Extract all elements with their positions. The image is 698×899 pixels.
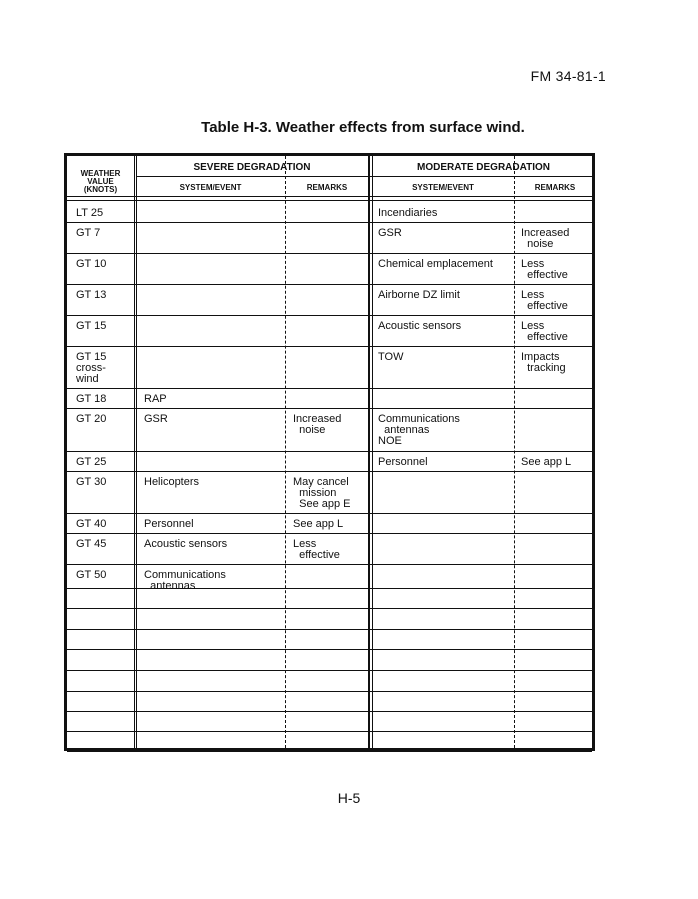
row-divider: [67, 315, 592, 316]
cell-line: antennas: [144, 580, 196, 592]
row-divider: [67, 751, 592, 752]
row-divider: [67, 564, 592, 565]
row-divider: [67, 629, 592, 630]
cell-line: GSR: [378, 227, 402, 239]
header-moderate-degradation: MODERATE DEGRADATION: [417, 162, 550, 173]
cell-line: effective: [293, 549, 340, 561]
moderate-system-cell: [378, 228, 402, 239]
cell-line: GT 15: [76, 320, 107, 332]
moderate-system-cell: [378, 352, 403, 363]
cell-line: effective: [521, 269, 568, 281]
weather-value-cell: [76, 352, 106, 385]
cell-line: noise: [521, 238, 554, 250]
row-divider: [67, 253, 592, 254]
row-divider: [67, 222, 592, 223]
header-severe-remarks: REMARKS: [306, 183, 348, 192]
cell-line: Helicopters: [144, 476, 200, 488]
cell-line: mission: [293, 487, 337, 499]
row-divider: [67, 608, 592, 609]
severe-system-cell: [144, 539, 227, 550]
severe-remarks-cell: [293, 519, 343, 530]
cell-line: Increased: [293, 413, 342, 425]
header-divider: [67, 200, 592, 201]
cell-line: Communications: [378, 413, 460, 425]
weather-value-cell: [76, 477, 106, 488]
cell-line: GT 45: [76, 538, 107, 550]
cell-line: Less: [293, 538, 317, 550]
cell-line: Acoustic sensors: [144, 538, 228, 550]
severe-system-cell: [144, 519, 194, 530]
header-severe-system-event: SYSTEM/EVENT: [179, 183, 242, 192]
weather-value-cell: [76, 570, 106, 581]
cell-line: GT 15: [76, 351, 107, 363]
row-divider: [67, 588, 592, 589]
severe-system-cell: [144, 477, 199, 488]
column-divider: [372, 156, 373, 748]
column-divider: [136, 156, 137, 748]
row-divider: [67, 670, 592, 671]
weather-value-cell: [76, 290, 106, 301]
row-divider: [67, 691, 592, 692]
cell-line: GT 13: [76, 289, 107, 301]
cell-line: GT 18: [76, 393, 107, 405]
moderate-remarks-cell: [521, 228, 569, 250]
moderate-system-cell: [378, 414, 460, 447]
cell-line: wind: [76, 373, 99, 385]
cell-line: GSR: [144, 413, 168, 425]
row-divider: [67, 346, 592, 347]
weather-value-cell: [76, 208, 103, 219]
moderate-system-cell: [378, 259, 493, 270]
weather-value-cell: [76, 457, 106, 468]
cell-line: TOW: [378, 351, 404, 363]
cell-line: May cancel: [293, 476, 349, 488]
cell-line: Less: [521, 320, 545, 332]
cell-line: Personnel: [378, 456, 428, 468]
weather-value-cell: [76, 228, 100, 239]
header-moderate-system-event: SYSTEM/EVENT: [412, 183, 474, 192]
severe-remarks-cell: [293, 414, 341, 436]
cell-line: GT 7: [76, 227, 101, 239]
weather-value-cell: [76, 539, 106, 550]
header-severe-degradation: SEVERE DEGRADATION: [193, 162, 311, 173]
row-divider: [67, 731, 592, 732]
row-divider: [67, 513, 592, 514]
cell-line: See app E: [293, 498, 351, 510]
cell-line: Increased: [521, 227, 570, 239]
moderate-remarks-cell: [521, 321, 568, 343]
column-divider-dashed: [285, 156, 286, 748]
cell-line: Airborne DZ limit: [378, 289, 460, 301]
cell-line: LT 25: [76, 207, 104, 219]
header-divider: [136, 176, 592, 177]
cell-line: GT 20: [76, 413, 107, 425]
cell-line: cross-: [76, 362, 106, 374]
weather-value-cell: [76, 259, 106, 270]
severe-system-cell: [144, 394, 167, 405]
severe-remarks-cell: [293, 539, 340, 561]
cell-line: Chemical emplacement: [378, 258, 493, 270]
cell-line: effective: [521, 300, 568, 312]
row-divider: [67, 408, 592, 409]
row-divider: [67, 451, 592, 452]
cell-line: GT 50: [76, 569, 107, 581]
severe-system-cell: [144, 414, 168, 425]
cell-line: GT 25: [76, 456, 107, 468]
cell-line: antennas: [378, 424, 430, 436]
cell-line: GT 30: [76, 476, 107, 488]
row-divider: [67, 533, 592, 534]
weather-value-cell: [76, 321, 106, 332]
cell-line: tracking: [521, 362, 566, 374]
weather-value-cell: [76, 519, 106, 530]
cell-line: RAP: [144, 393, 167, 405]
cell-line: See app L: [293, 518, 344, 530]
cell-line: noise: [293, 424, 326, 436]
cell-line: Less: [521, 289, 545, 301]
column-divider-dashed: [514, 156, 515, 748]
cell-line: NOE: [378, 435, 402, 447]
moderate-remarks-cell: [521, 352, 566, 374]
cell-line: GT 40: [76, 518, 107, 530]
row-divider: [67, 711, 592, 712]
cell-line: Less: [521, 258, 545, 270]
table-title: Table H-3. Weather effects from surface wind.: [201, 119, 525, 136]
row-divider: [67, 649, 592, 650]
moderate-system-cell: [378, 290, 460, 301]
row-divider: [67, 388, 592, 389]
moderate-remarks-cell: [521, 259, 568, 281]
weather-value-cell: [76, 394, 106, 405]
moderate-system-cell: [378, 208, 437, 219]
cell-line: See app L: [521, 456, 572, 468]
weather-value-cell: [76, 414, 106, 425]
header-moderate-remarks: REMARKS: [534, 183, 576, 192]
column-divider: [368, 156, 370, 748]
moderate-system-cell: [378, 457, 428, 468]
cell-line: effective: [521, 331, 568, 343]
header-weather-value: WEATHER VALUE (KNOTS): [80, 169, 121, 194]
header-divider: [67, 196, 592, 197]
cell-line: Communications: [144, 569, 226, 581]
page-number: H-5: [337, 790, 361, 806]
cell-line: Impacts: [521, 351, 560, 363]
weather-effects-table: [64, 153, 595, 751]
cell-line: Acoustic sensors: [378, 320, 462, 332]
moderate-remarks-cell: [521, 457, 571, 468]
severe-remarks-cell: [293, 477, 351, 510]
column-divider: [134, 156, 135, 748]
cell-line: Personnel: [144, 518, 194, 530]
row-divider: [67, 471, 592, 472]
cell-line: GT 10: [76, 258, 107, 270]
row-divider: [67, 284, 592, 285]
moderate-system-cell: [378, 321, 461, 332]
document-id: FM 34-81-1: [530, 68, 606, 84]
cell-line: Incendiaries: [378, 207, 438, 219]
moderate-remarks-cell: [521, 290, 568, 312]
